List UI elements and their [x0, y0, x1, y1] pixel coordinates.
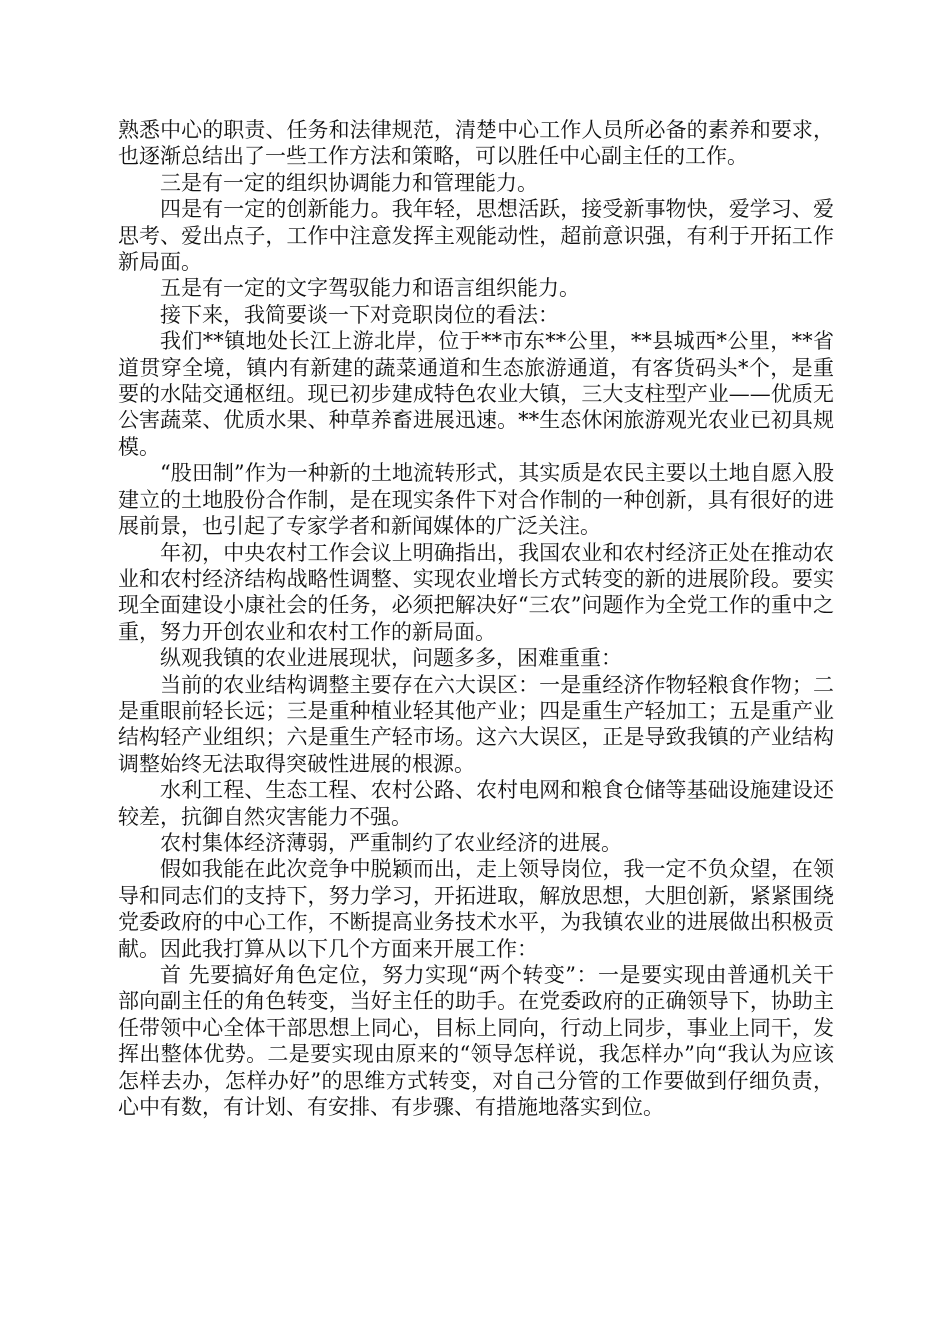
paragraph: “股田制”作为一种新的土地流转形式，其实质是农民主要以土地自愿入股建立的土地股份合作制，是在现实条件下对合作制的一种创新，具有很好的进展前景，也引起了专家学者和新闻媒体的广泛关注。 — [118, 461, 834, 539]
paragraph: 熟悉中心的职责、任务和法律规范，清楚中心工作人员所必备的素养和要求，也逐渐总结出了一些工作方法和策略，可以胜任中心副主任的工作。 — [118, 118, 834, 169]
paragraph: 首 先要搞好角色定位，努力实现“两个转变”：一是要实现由普通机关干部向副主任的角色转变，当好主任的助手。在党委政府的正确领导下，协助主任带领中心全体干部思想上同心，目标上同向，行动上同步，事业上同干，发挥出整体优势。二是要实现由原来的“领导怎样说，我怎样办”向“我认为应该怎样去办，怎样办好”的思维方式转变，对自己分管的工作要做到仔细负责，心中有数，有计划、有安排、有步骤、有措施地落实到位。 — [118, 963, 834, 1120]
paragraph: 纵观我镇的农业进展现状，问题多多，困难重重： — [160, 646, 622, 671]
paragraph: 农村集体经济薄弱，严重制约了农业经济的进展。 — [160, 830, 622, 855]
paragraph: 水利工程、生态工程、农村公路、农村电网和粮食仓储等基础设施建设还较差，抗御自然灾害能力不强。 — [118, 778, 834, 829]
paragraph: 五是有一定的文字驾驭能力和语言组织能力。 — [160, 276, 580, 301]
paragraph: 我们**镇地处长江上游北岸，位于**市东**公里，**县城西*公里，**省道贯穿全境，镇内有新建的蔬菜通道和生态旅游通道，有客货码头*个，是重要的水陆交通枢纽。现已初步建成特色农业大镇，三大支柱型产业——优质无公害蔬菜、优质水果、种草养畜进展迅速。**生态休闲旅游观光农业已初具规模。 — [118, 329, 834, 459]
paragraph: 接下来，我简要谈一下对竞职岗位的看法： — [160, 302, 559, 327]
paragraph: 四是有一定的创新能力。我年轻，思想活跃，接受新事物快，爱学习、爱思考、爱出点子，工作中注意发挥主观能动性，超前意识强，有利于开拓工作新局面。 — [118, 197, 834, 275]
paragraph: 当前的农业结构调整主要存在六大误区：一是重经济作物轻粮食作物；二是重眼前轻长远；三是重种植业轻其他产业；四是重生产轻加工；五是重产业结构轻产业组织；六是重生产轻市场。这六大误区，正是导致我镇的产业结构调整始终无法取得突破性进展的根源。 — [118, 672, 834, 776]
paragraph: 年初，中央农村工作会议上明确指出，我国农业和农村经济正处在推动农业和农村经济结构战略性调整、实现农业增长方式转变的新的进展阶段。要实现全面建设小康社会的任务，必须把解决好“三农”问题作为全党工作的重中之重，努力开创农业和农村工作的新局面。 — [118, 540, 834, 644]
paragraph: 假如我能在此次竞争中脱颖而出，走上领导岗位，我一定不负众望，在领导和同志们的支持下，努力学习，开拓进取，解放思想，大胆创新，紧紧围绕党委政府的中心工作，不断提高业务技术水平，为我镇农业的进展做出积极贡献。因此我打算从以下几个方面来开展工作： — [118, 857, 834, 961]
paragraph: 三是有一定的组织协调能力和管理能力。 — [160, 170, 538, 195]
document-body — [118, 117, 834, 1120]
